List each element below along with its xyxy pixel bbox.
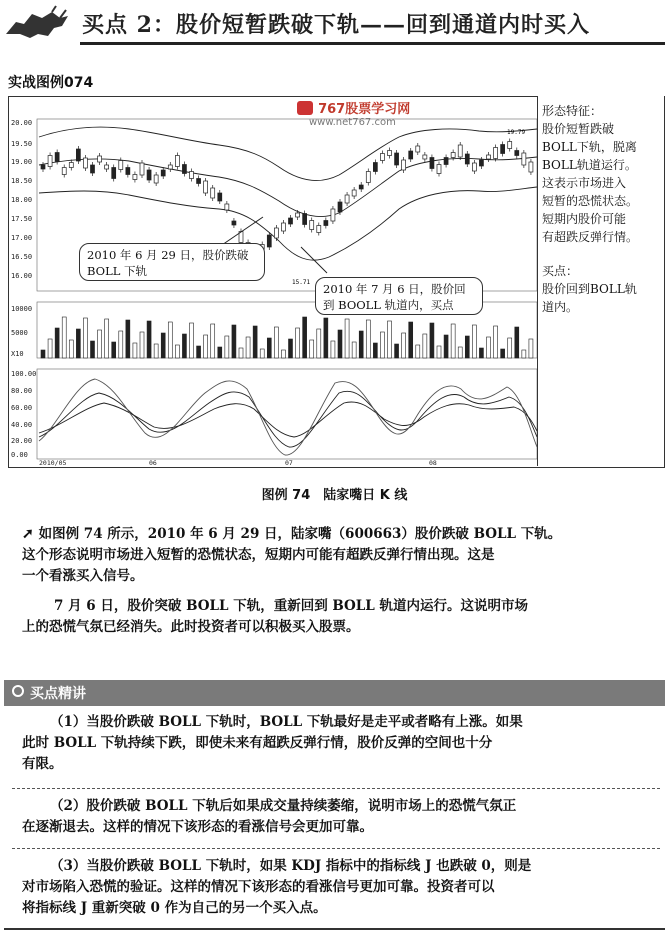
feature-line: BOLL轨道运行。	[542, 158, 637, 172]
candle-body	[345, 195, 349, 203]
volume-bar	[62, 317, 66, 358]
candle-body	[437, 165, 441, 174]
candle-body	[331, 209, 335, 221]
volume-bar	[324, 318, 328, 358]
price-tick: 20.00	[11, 119, 33, 127]
volume-bar	[522, 350, 526, 358]
callout-buy-point	[315, 277, 483, 315]
candle-body	[479, 160, 483, 166]
figure-caption: 图例 74 陆家嘴日 K 线	[261, 488, 408, 503]
candle-body	[529, 162, 533, 172]
volume-bar	[48, 339, 52, 358]
volume-bar	[423, 334, 427, 358]
candle-body	[508, 142, 512, 149]
watermark	[297, 97, 410, 128]
volume-bar	[182, 334, 186, 358]
volume-bar	[338, 330, 342, 358]
side-panel	[537, 96, 664, 466]
candle-body	[69, 163, 73, 168]
watermark-logo-icon	[297, 101, 313, 115]
tip-line: 将指标线 J 重新突破 0 作为自己的另一个买入点。	[22, 900, 327, 916]
body-paragraph-1	[22, 524, 662, 587]
candle-body	[190, 172, 194, 179]
tips-title: 买点精讲	[30, 686, 86, 702]
date-tick: 06	[149, 459, 157, 467]
candle-body	[161, 170, 165, 176]
candle-body	[48, 156, 52, 167]
candle-body	[338, 202, 342, 212]
candle-body	[395, 153, 399, 165]
buy-line: 道内。	[542, 300, 579, 314]
volume-bar	[289, 339, 293, 358]
tip-line: 对市场陷入恐慌的验证。这样的情况下该形态的看涨信号更加可靠。投资者可以	[22, 879, 495, 895]
feature-title: 形态特征：	[542, 104, 603, 118]
page-header	[0, 0, 669, 52]
volume-bar	[239, 348, 243, 358]
volume-bar	[451, 324, 455, 358]
feature-line: 短期内股价可能	[542, 212, 627, 226]
price-tick: 16.50	[11, 253, 33, 261]
kdj-tick: 20.00	[11, 437, 33, 445]
volume-bar	[465, 336, 469, 358]
volume-bar	[281, 350, 285, 358]
volume-bar	[190, 323, 194, 358]
candle-body	[41, 165, 45, 169]
candle-body	[310, 221, 314, 230]
volume-bar	[211, 324, 215, 358]
volume-bar	[359, 331, 363, 358]
volume-bar	[508, 338, 512, 358]
candle-body	[458, 145, 462, 157]
volume-bar	[310, 340, 314, 358]
tip-line: （1）当股价跌破 BOLL 下轨时，BOLL 下轨最好是走平或者略有上涨。如果	[50, 714, 523, 730]
candle-body	[91, 165, 95, 173]
page-title: 买点 2：股价短暂跌破下轨——回到通道内时买入	[82, 12, 590, 38]
candle-body	[175, 156, 179, 167]
candle-body	[352, 190, 356, 196]
volume-bar	[395, 344, 399, 358]
volume-bar	[352, 342, 356, 358]
volume-bar	[55, 328, 59, 358]
candle-body	[112, 168, 116, 179]
paragraph-line: 7 月 6 日，股价突破 BOLL 下轨，重新回到 BOLL 轨道内运行。这说明市场	[54, 598, 528, 614]
tips-header-bar	[4, 680, 665, 706]
volume-bar	[416, 345, 420, 358]
volume-bar	[437, 346, 441, 358]
paragraph-line: 上的恐慌气氛已经消失。此时投资者可以积极买入股票。	[22, 619, 360, 635]
candle-body	[119, 161, 123, 170]
watermark-brand: 767股票学习网	[318, 102, 411, 117]
watermark-url: www.net767.com	[309, 117, 396, 128]
candle-body	[487, 155, 491, 159]
volume-bar	[260, 349, 264, 358]
candle-body	[402, 160, 406, 170]
volume-bar	[366, 320, 370, 358]
candle-body	[281, 223, 285, 231]
volume-bar	[83, 318, 87, 358]
date-tick: 08	[429, 459, 437, 467]
dashed-divider	[12, 788, 660, 789]
candle-body	[515, 151, 519, 156]
candle-body	[105, 165, 109, 169]
volume-bar	[126, 320, 130, 358]
volume-bar	[373, 343, 377, 358]
tip-line: 此时 BOLL 下轨持续下跌，即使未来有超跌反弹行情，股价反弹的空间也十分	[22, 735, 493, 751]
dashed-divider	[12, 848, 660, 849]
volume-bar	[274, 327, 278, 358]
candle-body	[472, 163, 476, 171]
volume-bar	[140, 332, 144, 358]
body-paragraph-2	[22, 596, 662, 638]
callout-breakdown	[79, 243, 265, 281]
volume-bar	[479, 348, 483, 358]
tip-item-2	[22, 796, 662, 838]
buy-title: 买点：	[542, 264, 579, 278]
volume-bar	[91, 341, 95, 358]
price-tick: 17.00	[11, 234, 33, 242]
date-tick: 07	[285, 459, 293, 467]
volume-bar	[494, 326, 498, 358]
candle-body	[501, 145, 505, 154]
low-price-label: 15.71	[292, 279, 311, 286]
candle-body	[126, 168, 130, 175]
paragraph-line: 一个看涨买入信号。	[22, 568, 144, 584]
candle-body	[83, 158, 87, 168]
feature-line: BOLL下轨，脱离	[542, 140, 637, 154]
volume-bar	[168, 322, 172, 358]
price-tick: 16.00	[11, 272, 33, 280]
volume-bar	[197, 346, 201, 358]
kdj-tick: 80.00	[11, 387, 33, 395]
price-tick: 18.50	[11, 177, 33, 185]
candle-body	[423, 155, 427, 159]
candle-body	[98, 156, 102, 162]
volume-bar	[253, 326, 257, 358]
volume-tick: 10000	[11, 305, 33, 313]
candle-body	[317, 226, 321, 233]
date-tick: 2010/05	[39, 459, 67, 467]
candle-body	[430, 158, 434, 169]
callout-line: 2010 年 7 月 6 日，股价回	[323, 282, 466, 296]
candle-body	[296, 213, 300, 217]
candle-body	[274, 228, 278, 238]
volume-bar	[112, 342, 116, 358]
price-tick: 19.00	[11, 158, 33, 166]
kdj-tick: 40.00	[11, 421, 33, 429]
volume-bar	[267, 338, 271, 358]
callout-pointer	[301, 247, 327, 273]
tip-item-3	[22, 856, 662, 919]
arrow-icon: ➚	[22, 526, 39, 542]
paragraph-line: 如图例 74 所示，2010 年 6 月 29 日，陆家嘴（600663）股价跌破 BOLL 下轨。	[38, 526, 562, 542]
candle-body	[409, 151, 413, 159]
candle-body	[211, 188, 215, 198]
candle-body	[303, 214, 307, 225]
candle-body	[522, 153, 526, 165]
kdj-tick: 0.00	[11, 451, 28, 459]
volume-bar	[529, 339, 533, 358]
candle-body	[197, 179, 201, 184]
kdj-j-line	[39, 379, 537, 455]
volume-bar	[147, 321, 151, 358]
candle-body	[416, 146, 420, 152]
candle-body	[494, 148, 498, 159]
volume-bar	[380, 332, 384, 358]
volume-bar	[472, 325, 476, 358]
candle-body	[76, 149, 80, 161]
candle-body	[359, 185, 363, 189]
kdj-k-line	[39, 391, 537, 447]
candle-body	[267, 235, 271, 247]
feature-line: 这表示市场进入	[542, 176, 627, 190]
price-tick: 19.50	[11, 140, 33, 148]
bottom-rule	[4, 928, 665, 930]
volume-bar	[430, 323, 434, 358]
volume-bar	[246, 337, 250, 358]
feature-line: 股价短暂跌破	[542, 122, 615, 136]
volume-bar	[296, 328, 300, 358]
candle-body	[140, 163, 144, 175]
candle-body	[55, 153, 59, 162]
candle-body	[388, 151, 392, 156]
tip-line: （3）当股价跌破 BOLL 下轨时，如果 KDJ 指标中的指标线 J 也跌破 0，则是	[50, 858, 532, 874]
feature-line: 短暂的恐慌状态。	[542, 194, 639, 208]
volume-bar	[458, 347, 462, 358]
feature-line: 有超跌反弹行情。	[542, 230, 639, 244]
tip-item-1	[22, 712, 662, 775]
kdj-d-line	[39, 402, 537, 437]
price-tick: 17.50	[11, 215, 33, 223]
candle-body	[380, 154, 384, 161]
volume-bar	[175, 345, 179, 358]
volume-bar	[345, 319, 349, 358]
candle-body	[168, 165, 172, 169]
candle-body	[218, 193, 222, 201]
candle-body	[225, 204, 229, 210]
volume-bar	[487, 337, 491, 358]
volume-bar	[232, 325, 236, 358]
volume-bars	[41, 317, 533, 358]
candle-body	[465, 154, 469, 164]
example-title: 实战图例074	[8, 75, 94, 91]
volume-bar	[98, 330, 102, 358]
volume-bar	[388, 321, 392, 358]
volume-bar	[218, 347, 222, 358]
callout-line: 2010 年 6 月 29 日，股价跌破	[87, 248, 249, 262]
volume-bar	[515, 327, 519, 358]
candle-body	[444, 158, 448, 165]
candle-body	[147, 170, 151, 180]
circle-icon	[12, 685, 24, 697]
volume-bar	[225, 336, 229, 358]
volume-bar	[105, 319, 109, 358]
candle-body	[366, 172, 370, 183]
volume-bar	[204, 335, 208, 358]
volume-bar	[444, 335, 448, 358]
volume-bar	[501, 349, 505, 358]
volume-bar	[317, 329, 321, 358]
volume-bar	[76, 329, 80, 358]
header-divider	[80, 42, 665, 45]
high-price-label: 19.79	[507, 129, 526, 136]
volume-bar	[409, 322, 413, 358]
callout-line: 到 BOOLL 轨道内，买点	[323, 298, 454, 312]
volume-bar	[119, 331, 123, 358]
volume-bar	[161, 333, 165, 358]
volume-bar	[69, 340, 73, 358]
candle-body	[133, 175, 137, 180]
volume-bar	[331, 341, 335, 358]
buy-line: 股价回到BOLL轨	[542, 282, 637, 296]
price-tick: 18.00	[11, 196, 33, 204]
volume-bar	[154, 344, 158, 358]
candle-body	[204, 181, 208, 193]
candle-body	[451, 153, 455, 158]
candle-body	[373, 163, 377, 172]
callout-line: BOLL 下轨	[87, 264, 148, 278]
volume-unit: X10	[11, 350, 24, 358]
bull-logo-icon	[2, 4, 74, 44]
tip-line: （2）股价跌破 BOLL 下轨后如果成交量持续萎缩，说明市场上的恐慌气氛正	[50, 798, 517, 814]
volume-bar	[402, 333, 406, 358]
volume-bar	[303, 317, 307, 358]
candle-body	[182, 165, 186, 174]
volume-bar	[41, 350, 45, 358]
candle-body	[289, 218, 293, 224]
candle-body	[154, 175, 158, 183]
paragraph-line: 这个形态说明市场进入短暂的恐慌状态，短期内可能有超跌反弹行情出现。这是	[22, 547, 495, 563]
tip-line: 有限。	[22, 756, 63, 772]
kdj-tick: 100.00	[11, 370, 37, 378]
volume-tick: 5000	[11, 329, 28, 337]
candle-body	[62, 168, 66, 175]
volume-bar	[133, 343, 137, 358]
candle-body	[232, 221, 236, 225]
candle-body	[324, 221, 328, 226]
tip-line: 在逐渐退去。这样的情况下该形态的看涨信号会更加可靠。	[22, 819, 373, 835]
kdj-tick: 60.00	[11, 404, 33, 412]
